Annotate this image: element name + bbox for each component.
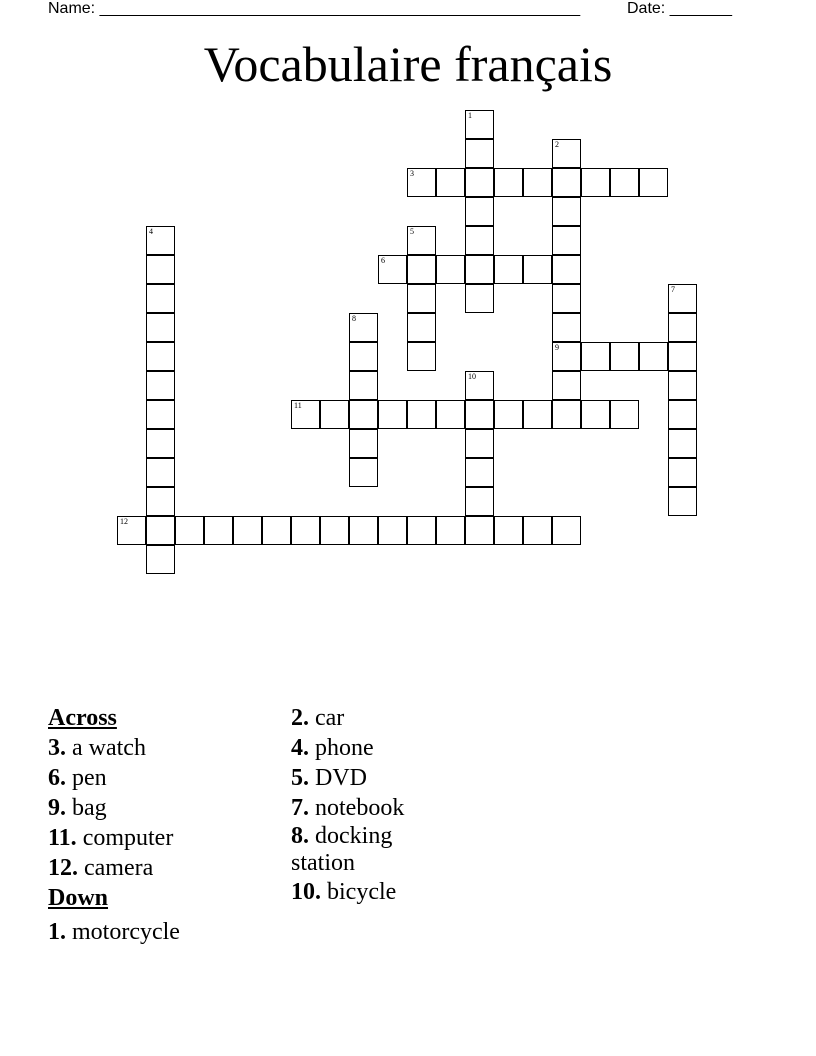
crossword-cell[interactable] xyxy=(349,458,378,487)
clue-number: 1. xyxy=(48,919,66,945)
crossword-cell[interactable] xyxy=(146,255,175,284)
crossword-cell[interactable] xyxy=(436,168,465,197)
crossword-cell[interactable] xyxy=(146,284,175,313)
clue-down-7 xyxy=(291,793,491,823)
clue-text: a watch xyxy=(66,735,146,761)
crossword-cell[interactable] xyxy=(349,400,378,429)
clue-across-12 xyxy=(48,853,278,883)
crossword-cell[interactable] xyxy=(407,400,436,429)
crossword-cell[interactable] xyxy=(407,168,436,197)
crossword-cell[interactable] xyxy=(523,255,552,284)
clue-text: phone xyxy=(309,735,374,761)
clues-column-2 xyxy=(291,703,491,907)
cell-number: 7 xyxy=(671,285,675,294)
crossword-cell[interactable] xyxy=(465,139,494,168)
crossword-cell[interactable] xyxy=(668,487,697,516)
crossword-cell[interactable] xyxy=(552,168,581,197)
crossword-cell[interactable] xyxy=(146,342,175,371)
crossword-cell[interactable] xyxy=(117,516,146,545)
crossword-cell[interactable] xyxy=(465,371,494,400)
crossword-cell[interactable] xyxy=(320,516,349,545)
crossword-cell[interactable] xyxy=(349,516,378,545)
down-heading: Down xyxy=(48,885,109,911)
cell-number: 6 xyxy=(381,256,385,265)
clue-down-4 xyxy=(291,733,491,763)
clue-number: 11. xyxy=(48,825,77,851)
crossword-cell[interactable] xyxy=(465,284,494,313)
clue-number: 6. xyxy=(48,765,66,791)
crossword-cell[interactable] xyxy=(175,516,204,545)
crossword-cell[interactable] xyxy=(146,458,175,487)
crossword-cell[interactable] xyxy=(146,313,175,342)
clue-across-11 xyxy=(48,823,278,853)
crossword-cell[interactable] xyxy=(552,313,581,342)
crossword-cell[interactable] xyxy=(378,516,407,545)
crossword-cell[interactable] xyxy=(146,516,175,545)
crossword-cell[interactable] xyxy=(581,168,610,197)
crossword-cell[interactable] xyxy=(291,400,320,429)
crossword-cell[interactable] xyxy=(436,516,465,545)
crossword-cell[interactable] xyxy=(204,516,233,545)
crossword-cell[interactable] xyxy=(523,516,552,545)
crossword-cell[interactable] xyxy=(233,516,262,545)
crossword-cell[interactable] xyxy=(523,400,552,429)
clue-text: docking station xyxy=(291,823,393,876)
cell-number: 9 xyxy=(555,343,559,352)
clue-across-6 xyxy=(48,763,278,793)
name-line: Name: ______________________________________________________ xyxy=(48,0,581,17)
crossword-cell[interactable] xyxy=(349,371,378,400)
clues-column-1 xyxy=(48,703,278,947)
clue-number: 3. xyxy=(48,735,66,761)
crossword-cell[interactable] xyxy=(465,458,494,487)
page-title: Vocabulaire français xyxy=(203,36,613,92)
crossword-cell[interactable] xyxy=(668,342,697,371)
crossword-cell[interactable] xyxy=(262,516,291,545)
crossword-cell[interactable] xyxy=(639,342,668,371)
across-heading: Across xyxy=(48,705,117,731)
clue-number: 12. xyxy=(48,855,78,881)
cell-number: 11 xyxy=(294,401,302,410)
cell-number: 5 xyxy=(410,227,414,236)
crossword-cell[interactable] xyxy=(668,284,697,313)
clue-down-1 xyxy=(48,917,278,947)
crossword-cell[interactable] xyxy=(610,342,639,371)
crossword-cell[interactable] xyxy=(552,255,581,284)
clue-number: 4. xyxy=(291,735,309,761)
clue-number: 10. xyxy=(291,879,321,905)
crossword-cell[interactable] xyxy=(146,371,175,400)
crossword-cell[interactable] xyxy=(668,400,697,429)
crossword-cell[interactable] xyxy=(465,168,494,197)
crossword-cell[interactable] xyxy=(465,487,494,516)
crossword-cell[interactable] xyxy=(465,197,494,226)
crossword-cell[interactable] xyxy=(668,371,697,400)
crossword-cell[interactable] xyxy=(465,516,494,545)
clue-number: 8. xyxy=(291,823,309,849)
clue-number: 7. xyxy=(291,795,309,821)
clue-number: 2. xyxy=(291,705,309,731)
crossword-cell[interactable] xyxy=(465,255,494,284)
crossword-cell[interactable] xyxy=(581,342,610,371)
crossword-cell[interactable] xyxy=(668,458,697,487)
crossword-cell[interactable] xyxy=(523,168,552,197)
clue-number: 9. xyxy=(48,795,66,821)
crossword-cell[interactable] xyxy=(436,400,465,429)
crossword-cell[interactable] xyxy=(552,197,581,226)
clue-across-3 xyxy=(48,733,278,763)
crossword-cell[interactable] xyxy=(407,226,436,255)
crossword-cell[interactable] xyxy=(349,313,378,342)
crossword-cell[interactable] xyxy=(668,429,697,458)
crossword-cell[interactable] xyxy=(494,400,523,429)
cell-number: 2 xyxy=(555,140,559,149)
crossword-cell[interactable] xyxy=(407,313,436,342)
crossword-cell[interactable] xyxy=(552,226,581,255)
crossword-cell[interactable] xyxy=(610,400,639,429)
crossword-cell[interactable] xyxy=(407,516,436,545)
crossword-cell[interactable] xyxy=(146,487,175,516)
crossword-cell[interactable] xyxy=(552,342,581,371)
crossword-cell[interactable] xyxy=(581,400,610,429)
clue-text: pen xyxy=(66,765,107,791)
crossword-cell[interactable] xyxy=(436,255,465,284)
clue-down-5 xyxy=(291,763,491,793)
cell-number: 10 xyxy=(468,372,476,381)
clue-text: bicycle xyxy=(321,879,397,905)
crossword-cell[interactable] xyxy=(349,429,378,458)
date-line: Date: _______ xyxy=(627,0,732,17)
crossword-cell[interactable] xyxy=(291,516,320,545)
clue-down-10 xyxy=(291,877,491,907)
crossword-cell[interactable] xyxy=(552,516,581,545)
crossword-cell[interactable] xyxy=(610,168,639,197)
cell-number: 8 xyxy=(352,314,356,323)
crossword-cell[interactable] xyxy=(465,429,494,458)
crossword-cell[interactable] xyxy=(146,545,175,574)
clue-down-2 xyxy=(291,703,491,733)
crossword-cell[interactable] xyxy=(349,342,378,371)
crossword-cell[interactable] xyxy=(407,342,436,371)
clue-text: bag xyxy=(66,795,107,821)
crossword-cell[interactable] xyxy=(494,255,523,284)
clue-across-9 xyxy=(48,793,278,823)
crossword-cell[interactable] xyxy=(378,255,407,284)
clue-text: car xyxy=(309,705,345,731)
crossword-cell[interactable] xyxy=(465,400,494,429)
crossword-cell[interactable] xyxy=(552,284,581,313)
clue-text: computer xyxy=(76,825,174,851)
clue-number: 5. xyxy=(291,765,309,791)
clue-text: motorcycle xyxy=(66,919,180,945)
crossword-cell[interactable] xyxy=(146,226,175,255)
crossword-cell[interactable] xyxy=(494,516,523,545)
crossword-cell[interactable] xyxy=(494,168,523,197)
clue-text: DVD xyxy=(309,765,367,791)
cell-number: 1 xyxy=(468,111,472,120)
clue-text: camera xyxy=(78,855,154,881)
crossword-cell[interactable] xyxy=(639,168,668,197)
crossword-cell[interactable] xyxy=(465,110,494,139)
crossword-cell[interactable] xyxy=(320,400,349,429)
crossword-cell[interactable] xyxy=(552,400,581,429)
clue-text: notebook xyxy=(309,795,405,821)
clue-down-8 xyxy=(291,823,441,877)
crossword-cell[interactable] xyxy=(668,313,697,342)
crossword-cell[interactable] xyxy=(378,400,407,429)
crossword-cell[interactable] xyxy=(146,400,175,429)
crossword-cell[interactable] xyxy=(146,429,175,458)
cell-number: 4 xyxy=(149,227,153,236)
cell-number: 12 xyxy=(120,517,128,526)
crossword-cell[interactable] xyxy=(407,255,436,284)
crossword-cell[interactable] xyxy=(407,284,436,313)
crossword-cell[interactable] xyxy=(552,371,581,400)
crossword-cell[interactable] xyxy=(465,226,494,255)
crossword-cell[interactable] xyxy=(552,139,581,168)
cell-number: 3 xyxy=(410,169,414,178)
